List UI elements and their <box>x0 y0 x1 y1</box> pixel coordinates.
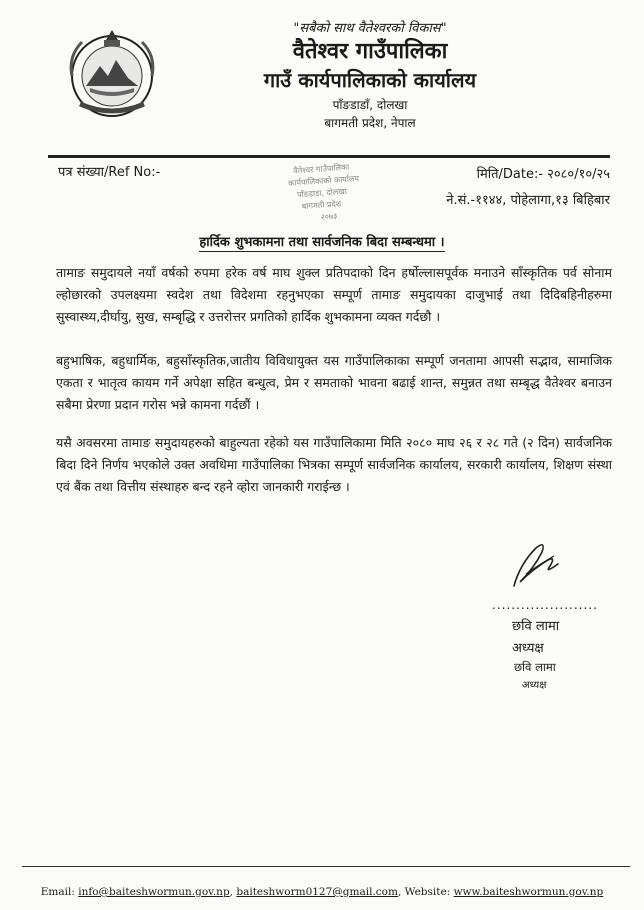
office-subtitle: गाउँ कार्यपालिकाको कार्यालय <box>263 68 477 92</box>
signatory-title: अध्यक्ष <box>512 641 544 656</box>
subject-text: हार्दिक शुभकामना तथा सार्वजनिक बिदा सम्बन्धमा । <box>199 235 445 250</box>
body-paragraph-3: यसै अवसरमा तामाङ समुदायहरुको बाहुल्यता रहेको यस गाउँपालिकामा मिति २०८० माघ २६ र २८ गते (२ दिन) सार्वजनिक बिदा दिने निर्णय भएकोले उक्त अवधिमा गाउँपालिका भित्रका सम्पूर्ण सार्वजनिक कार्यालय, सरकारी कार्यालय, शिक्षण संस्था एवं बैंक तथा वित्तीय संस्थाहरु बन्द रहने व्होरा जानकारी गराईन्छ । <box>56 435 612 494</box>
date-line: मिति/Date:- २०८०/१०/२५ <box>476 167 610 182</box>
signatory-name: छवि लामा <box>512 619 560 634</box>
email-link-info[interactable]: info@baiteshwormun.gov.np <box>78 886 230 898</box>
nepal-sambat-date: ने.सं.-११४४, पोहेलागा,१३ बिहिबार <box>446 193 610 208</box>
date-block <box>446 162 610 214</box>
body-paragraph-2: बहुभाषिक, बहुधार्मिक, बहुसाँस्कृतिक,जातीय विविधायुक्त यस गाउँपालिकाका सम्पूर्ण जनतामा आपसी सद्भाव, सामाजिक एकता र भातृत्व कायम गर्ने अपेक्षा सहित बन्धुत्व, प्रेम र समताको भावना बढाई शान्त, समुन्नत तथा सम्बृद्ध वैतेश्वर बनाउन सबैमा प्रेरणा प्रदान गरोस भन्ने कामना गर्दछौं । <box>56 353 612 412</box>
stamp-line-1: वैतेश्वर गाउँपालिका <box>293 162 350 176</box>
subject-line <box>0 232 644 250</box>
body-paragraph-1: तामाङ समुदायले नयाँ वर्षको रुपमा हरेक वर्ष माघ शुक्ल प्रतिपदाको दिन हर्षोल्लासपूर्वक मनाउने साँस्कृतिक पर्व सोनाम ल्होछारको उपलक्ष्यमा स्वदेश तथा विदेशमा रहनुभएका सम्पूर्ण तामाङ समुदायका दाजुभाई तथा दिदिबहिनीहरुमा सुस्वास्थ्य,दीर्घायु, सुख, सम्बृद्धि र उत्तरोत्तर प्रगतिको हार्दिक शुभकामना व्यक्त गर्दछौ । <box>56 265 612 324</box>
nepal-government-emblem-icon <box>60 26 164 122</box>
email-label: Email: <box>40 886 75 898</box>
footer-divider <box>22 866 630 867</box>
website-link[interactable]: www.baiteshwormun.gov.np <box>453 886 604 898</box>
reference-number: पत्र संख्या/Ref No:- <box>58 165 161 180</box>
stamp-line-3: पाँङडाडा, दोलखा <box>296 186 348 200</box>
footer-contact <box>0 886 644 898</box>
letterhead <box>150 18 590 132</box>
address-line-2: बागमती प्रदेश, नेपाल <box>324 116 416 130</box>
seal-title: अध्यक्ष <box>522 680 547 691</box>
motto: "सबैको साथ वैतेश्वरको विकास" <box>293 21 447 36</box>
email-link-gmail[interactable]: baiteshworm0127@gmail.com <box>236 886 398 898</box>
stamp-line-2: कार्यपालिकाको कार्यालय <box>287 173 360 188</box>
office-stamp <box>275 157 385 229</box>
signature-line: ...................... <box>492 598 598 612</box>
website-label: , Website: <box>397 886 451 898</box>
seal-name: छवि लामा <box>514 660 556 674</box>
email-separator: , <box>229 886 234 898</box>
stamp-line-4: बागमती प्रदेश <box>301 199 342 211</box>
address-line-1: पाँङडाडाँ, दोलखा <box>332 98 408 112</box>
stamp-line-5: २०७३ <box>320 211 338 222</box>
handwritten-signature <box>506 534 566 594</box>
office-name: वैतेश्वर गाउँपालिका <box>292 39 448 64</box>
